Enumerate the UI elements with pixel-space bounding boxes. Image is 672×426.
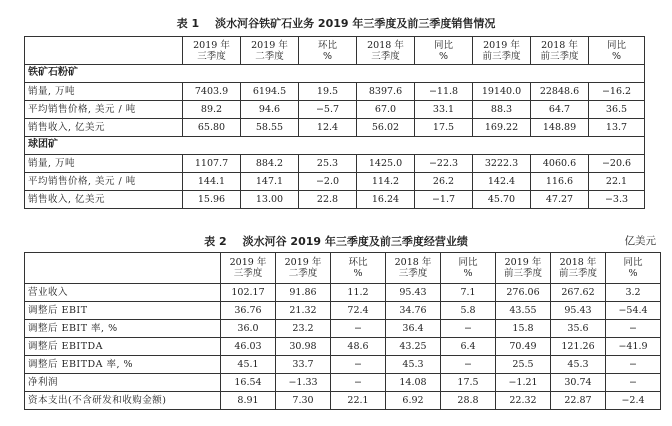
table-row [25, 155, 645, 173]
table-cell: 36.76 [221, 302, 276, 320]
table2-title: 淡水河谷 2019 年三季度及前三季度经营业绩 [242, 235, 468, 248]
table-cell: 267.62 [551, 284, 606, 302]
column-header-line: 前三季度 [482, 50, 521, 62]
table-cell: 276.06 [496, 284, 551, 302]
table-cell: −5.7 [299, 101, 357, 119]
table-cell: −1.33 [276, 374, 331, 392]
table-cell: − [331, 374, 386, 392]
table-row [25, 119, 645, 137]
table-cell: 147.1 [241, 173, 299, 191]
column-header-line: 环比 [348, 257, 368, 268]
table-row [25, 392, 661, 410]
row-label: 调整后 EBITDA 率, % [25, 356, 221, 374]
table-row [25, 302, 661, 320]
table1-caption [0, 15, 672, 31]
table-row [25, 83, 645, 101]
table-cell: − [331, 356, 386, 374]
table-row [25, 173, 645, 191]
table-cell: −20.6 [589, 155, 645, 173]
column-header-line: % [611, 50, 622, 62]
table-cell: 94.6 [241, 101, 299, 119]
table2-header-row [25, 253, 661, 284]
table-cell: 25.3 [299, 155, 357, 173]
table-cell: 72.4 [331, 302, 386, 320]
table-row [25, 338, 661, 356]
row-label: 资本支出(不含研发和收购金额) [25, 392, 221, 410]
table-cell: 35.6 [551, 320, 606, 338]
column-header-line: % [353, 268, 363, 279]
table-cell: 1425.0 [357, 155, 415, 173]
table-cell: 17.5 [415, 119, 473, 137]
table-cell: 36.0 [221, 320, 276, 338]
table-cell: 48.6 [331, 338, 386, 356]
table-cell: 45.1 [221, 356, 276, 374]
table-cell: − [441, 320, 496, 338]
column-header [606, 253, 661, 284]
column-header [473, 37, 531, 65]
table-cell: 16.54 [221, 374, 276, 392]
table-cell: 15.96 [183, 191, 241, 209]
column-header [241, 37, 299, 65]
table-cell: 144.1 [183, 173, 241, 191]
table-cell: 46.03 [221, 338, 276, 356]
table-cell: 148.89 [531, 119, 589, 137]
table-row [25, 191, 645, 209]
column-header-line: 2018 年 [367, 39, 404, 51]
table-row [25, 284, 661, 302]
column-header-line: 2018 年 [559, 257, 597, 268]
table-cell: 13.7 [589, 119, 645, 137]
table-cell: 102.17 [221, 284, 276, 302]
table-cell: 56.02 [357, 119, 415, 137]
table-cell: 114.2 [357, 173, 415, 191]
table-cell: 30.98 [276, 338, 331, 356]
table-cell: 45.3 [386, 356, 441, 374]
column-header-line: 二季度 [255, 50, 284, 62]
column-header-line: 2019 年 [284, 257, 322, 268]
row-label: 调整后 EBIT [25, 302, 221, 320]
table-cell: 70.49 [496, 338, 551, 356]
table-row [25, 101, 645, 119]
table-cell: 11.2 [331, 284, 386, 302]
row-label: 平均销售价格, 美元 / 吨 [25, 101, 183, 119]
table-cell: 6.4 [441, 338, 496, 356]
column-header-line: 同比 [606, 39, 626, 51]
row-label: 销售收入, 亿美元 [25, 191, 183, 209]
row-label: 营业收入 [25, 284, 221, 302]
column-header [441, 253, 496, 284]
table-cell: 7.30 [276, 392, 331, 410]
column-header-line: 环比 [317, 39, 337, 51]
table-cell: −22.3 [415, 155, 473, 173]
column-header [183, 37, 241, 65]
table-cell: − [606, 356, 661, 374]
table-cell: 121.26 [551, 338, 606, 356]
table-cell: 67.0 [357, 101, 415, 119]
table-cell: 33.7 [276, 356, 331, 374]
column-header [415, 37, 473, 65]
row-label: 调整后 EBIT 率, % [25, 320, 221, 338]
table2-operating-results [24, 252, 661, 410]
column-header-line: % [438, 50, 449, 62]
column-header-line: 前三季度 [558, 268, 597, 279]
table-cell: 3.2 [606, 284, 661, 302]
table-cell: 25.5 [496, 356, 551, 374]
column-header [331, 253, 386, 284]
table-cell: 22.1 [331, 392, 386, 410]
table2-corner-cell [25, 253, 221, 284]
table2-number: 表 2 [204, 235, 227, 248]
table-cell: 116.6 [531, 173, 589, 191]
table-cell: − [441, 356, 496, 374]
table-cell: 45.70 [473, 191, 531, 209]
table-cell: −54.4 [606, 302, 661, 320]
table-cell: − [606, 374, 661, 392]
column-header-line: 二季度 [288, 268, 318, 279]
table-cell: 22.87 [551, 392, 606, 410]
table-cell: 22.8 [299, 191, 357, 209]
table-cell: 26.2 [415, 173, 473, 191]
table2-caption [0, 233, 672, 249]
section-row [25, 137, 645, 155]
row-label: 净利润 [25, 374, 221, 392]
column-header-line: 2019 年 [193, 39, 230, 51]
table-cell: 4060.6 [531, 155, 589, 173]
column-header-line: 前三季度 [540, 50, 579, 62]
column-header [221, 253, 276, 284]
table-cell: 22.1 [589, 173, 645, 191]
table-cell: − [606, 320, 661, 338]
table-row [25, 320, 661, 338]
table-cell: 7.1 [441, 284, 496, 302]
column-header-line: 三季度 [371, 50, 400, 62]
column-header-line: 2018 年 [541, 39, 578, 51]
column-header-line: 同比 [623, 257, 643, 268]
table-cell: −1.7 [415, 191, 473, 209]
table-cell: 14.08 [386, 374, 441, 392]
table-cell: 6194.5 [241, 83, 299, 101]
table-cell: 45.3 [551, 356, 606, 374]
table-cell: 142.4 [473, 173, 531, 191]
table-cell: −2.4 [606, 392, 661, 410]
table-cell: 16.24 [357, 191, 415, 209]
table-cell: 19140.0 [473, 83, 531, 101]
table-cell: −3.3 [589, 191, 645, 209]
table1-title: 淡水河谷铁矿石业务 2019 年三季度及前三季度销售情况 [215, 17, 496, 30]
table-cell: 22848.6 [531, 83, 589, 101]
column-header [531, 37, 589, 65]
table-cell: 58.55 [241, 119, 299, 137]
table-cell: −11.8 [415, 83, 473, 101]
section-title: 铁矿石粉矿 [25, 65, 645, 83]
table1-number: 表 1 [176, 17, 200, 30]
table-cell: − [331, 320, 386, 338]
table-cell: 95.43 [551, 302, 606, 320]
table-cell: −2.0 [299, 173, 357, 191]
table-cell: 91.86 [276, 284, 331, 302]
column-header [357, 37, 415, 65]
table-cell: 36.4 [386, 320, 441, 338]
row-label: 调整后 EBITDA [25, 338, 221, 356]
table-cell: 7403.9 [183, 83, 241, 101]
column-header-line: 2019 年 [229, 257, 267, 268]
table-cell: 43.25 [386, 338, 441, 356]
table-cell: 64.7 [531, 101, 589, 119]
table-cell: 47.27 [531, 191, 589, 209]
table-cell: 28.8 [441, 392, 496, 410]
column-header-line: 2019 年 [251, 39, 288, 51]
table1-corner-cell [25, 37, 183, 65]
table-cell: −1.21 [496, 374, 551, 392]
column-header [551, 253, 606, 284]
table-cell: 21.32 [276, 302, 331, 320]
table-cell: 23.2 [276, 320, 331, 338]
column-header [386, 253, 441, 284]
section-title: 球团矿 [25, 137, 645, 155]
column-header [276, 253, 331, 284]
row-label: 销售收入, 亿美元 [25, 119, 183, 137]
column-header-line: 同比 [458, 257, 478, 268]
column-header-line: 三季度 [233, 268, 263, 279]
row-label: 销量, 万吨 [25, 83, 183, 101]
table-cell: 12.4 [299, 119, 357, 137]
table-cell: 36.5 [589, 101, 645, 119]
table-cell: 22.32 [496, 392, 551, 410]
table-cell: 30.74 [551, 374, 606, 392]
column-header-line: % [322, 50, 333, 62]
column-header-line: 2018 年 [394, 257, 432, 268]
column-header-line: 三季度 [398, 268, 428, 279]
table-cell: −41.9 [606, 338, 661, 356]
table-cell: 15.8 [496, 320, 551, 338]
table-cell: 89.2 [183, 101, 241, 119]
table-cell: 88.3 [473, 101, 531, 119]
column-header-line: 2019 年 [483, 39, 520, 51]
table-cell: 6.92 [386, 392, 441, 410]
table-cell: 34.76 [386, 302, 441, 320]
table-cell: 43.55 [496, 302, 551, 320]
column-header-line: % [463, 268, 473, 279]
column-header-line: 三季度 [197, 50, 226, 62]
table-cell: 8397.6 [357, 83, 415, 101]
table-cell: −16.2 [589, 83, 645, 101]
row-label: 平均销售价格, 美元 / 吨 [25, 173, 183, 191]
table-row [25, 374, 661, 392]
table-row [25, 356, 661, 374]
table-cell: 884.2 [241, 155, 299, 173]
table-cell: 5.8 [441, 302, 496, 320]
table-cell: 1107.7 [183, 155, 241, 173]
table-cell: 65.80 [183, 119, 241, 137]
table-cell: 19.5 [299, 83, 357, 101]
table-cell: 8.91 [221, 392, 276, 410]
section-row [25, 65, 645, 83]
table-cell: 169.22 [473, 119, 531, 137]
column-header-line: 前三季度 [503, 268, 542, 279]
table1-iron-ore-sales [24, 36, 645, 209]
table-cell: 95.43 [386, 284, 441, 302]
table-cell: 17.5 [441, 374, 496, 392]
column-header [589, 37, 645, 65]
row-label: 销量, 万吨 [25, 155, 183, 173]
table-cell: 33.1 [415, 101, 473, 119]
table2-unit: 亿美元 [624, 235, 656, 247]
table1-header-row [25, 37, 645, 65]
column-header-line: 2019 年 [504, 257, 542, 268]
table-cell: 13.00 [241, 191, 299, 209]
column-header-line: 同比 [433, 39, 453, 51]
column-header-line: % [628, 268, 638, 279]
column-header [299, 37, 357, 65]
table-cell: 3222.3 [473, 155, 531, 173]
column-header [496, 253, 551, 284]
